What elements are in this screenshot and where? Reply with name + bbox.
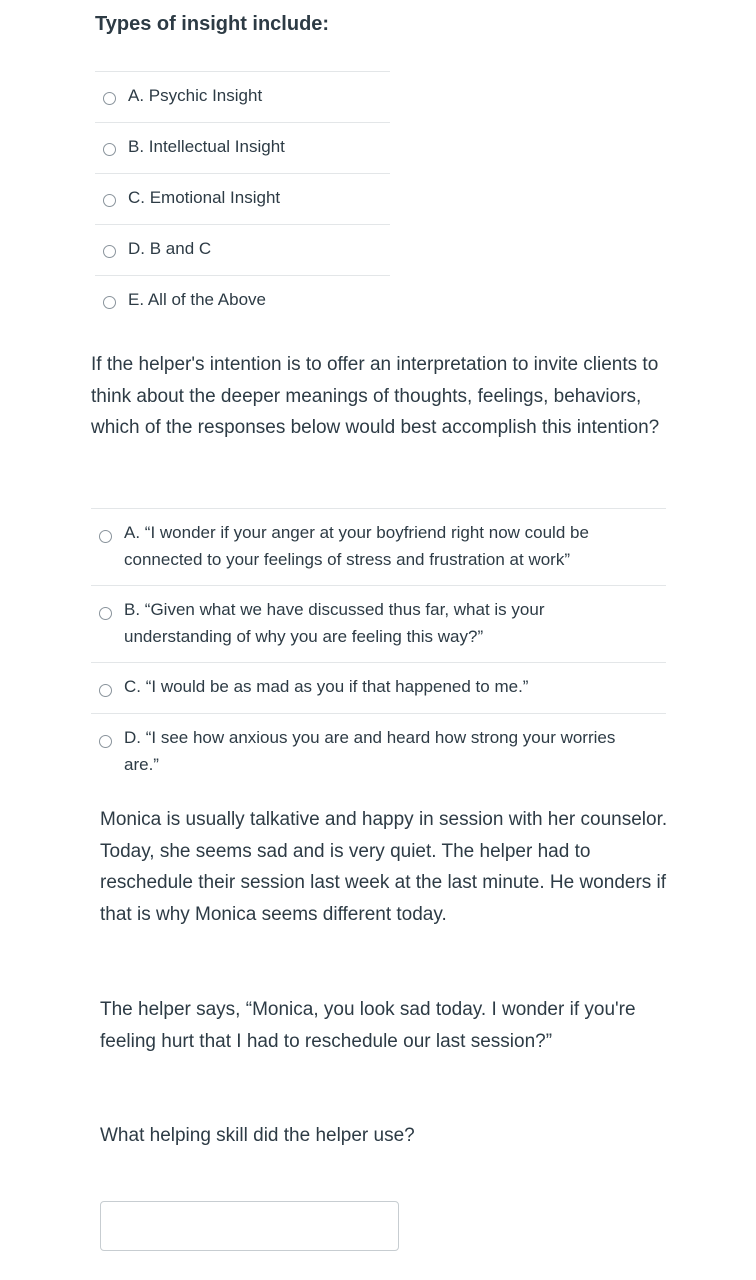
radio-button[interactable]: [99, 735, 112, 748]
answer-label: A. “I wonder if your anger at your boyfriend right now could be connected to your feelings of stress and frustration at work”: [124, 523, 589, 569]
question-2-answers: [91, 508, 666, 790]
answer-label: E. All of the Above: [128, 290, 266, 309]
answer-label: D. B and C: [128, 239, 212, 258]
radio-button[interactable]: [103, 296, 116, 309]
answer-label: C. Emotional Insight: [128, 188, 281, 207]
radio-button[interactable]: [103, 92, 116, 105]
radio-button[interactable]: [103, 245, 116, 258]
answer-label: B. Intellectual Insight: [128, 137, 285, 156]
radio-button[interactable]: [99, 684, 112, 697]
question-1-answers: [95, 71, 390, 326]
answer-option[interactable]: [91, 585, 666, 662]
radio-button[interactable]: [103, 194, 116, 207]
answer-label: B. “Given what we have discussed thus far, what is your understanding of why you are feeling this way?”: [124, 600, 545, 646]
answer-text-input[interactable]: [100, 1201, 399, 1251]
question-3-prompt: What helping skill did the helper use?: [100, 1125, 415, 1146]
answer-option[interactable]: [95, 71, 390, 122]
answer-option[interactable]: [95, 224, 390, 275]
question-1-title: Types of insight include:: [95, 13, 330, 35]
answer-label: A. Psychic Insight: [128, 86, 263, 105]
answer-option[interactable]: [95, 275, 390, 326]
answer-label: D. “I see how anxious you are and heard how strong your worries are.”: [124, 728, 616, 774]
answer-option[interactable]: [91, 508, 666, 585]
question-3-scenario: Monica is usually talkative and happy in session with her counselor. Today, she seems sad and is very quiet. The helper had to reschedule their session last week at the last minute. He wonders if that is why Monica seems different today.: [100, 809, 668, 925]
radio-button[interactable]: [103, 143, 116, 156]
question-2-text: If the helper's intention is to offer an interpretation to invite clients to think about the deeper meanings of thoughts, feelings, behaviors, which of the responses below would best accomplish this intention?: [91, 354, 660, 438]
radio-button[interactable]: [99, 607, 112, 620]
answer-label: C. “I would be as mad as you if that happened to me.”: [124, 677, 529, 696]
answer-option[interactable]: [91, 662, 666, 713]
answer-option[interactable]: [95, 173, 390, 224]
answer-option[interactable]: [95, 122, 390, 173]
answer-option[interactable]: [91, 713, 666, 790]
question-3-statement: The helper says, “Monica, you look sad today. I wonder if you're feeling hurt that I had to reschedule our last session?”: [100, 999, 636, 1052]
radio-button[interactable]: [99, 530, 112, 543]
